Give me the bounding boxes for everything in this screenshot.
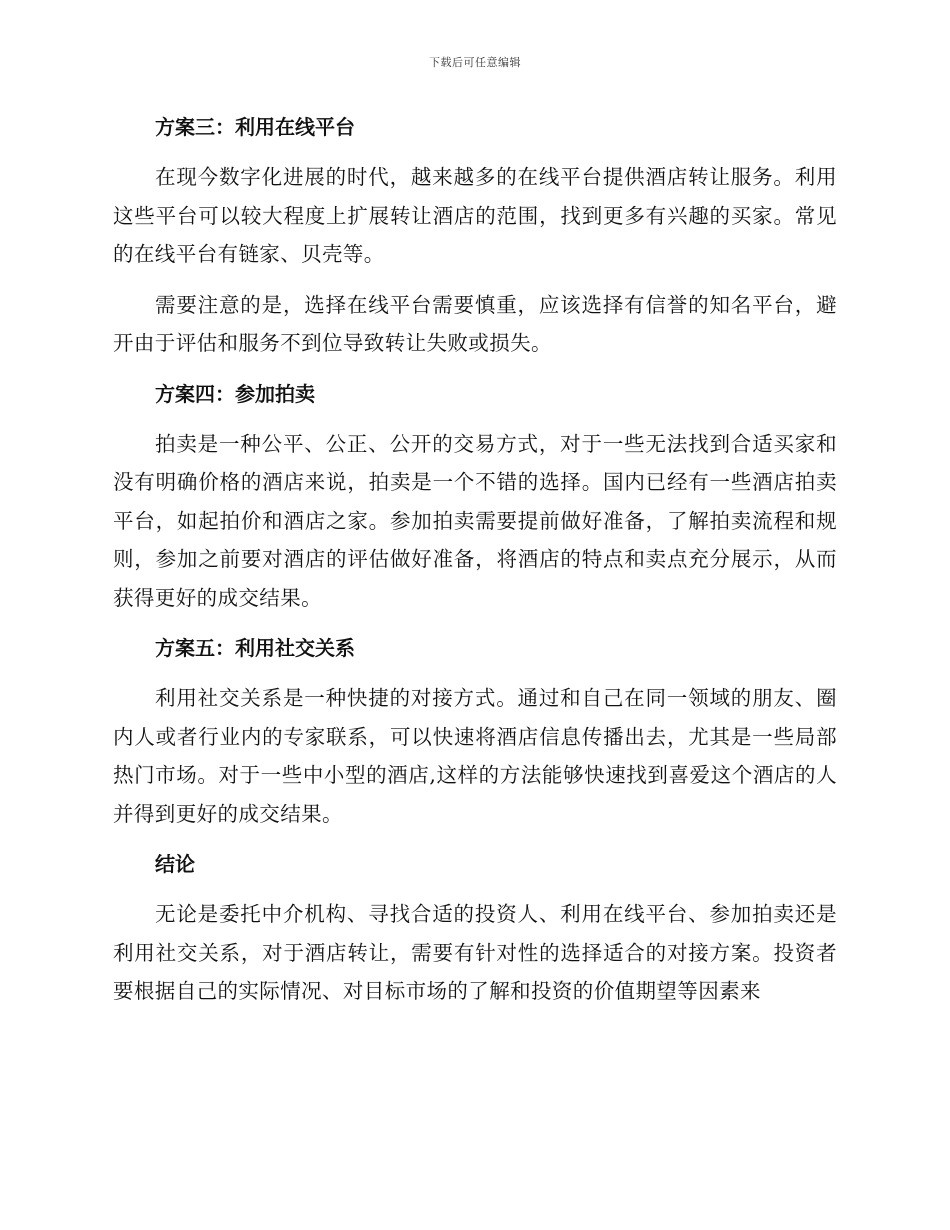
section-heading: 方案三：利用在线平台 <box>155 115 355 139</box>
paragraph: 拍卖是一种公平、公正、公开的交易方式，对于一些无法找到合适买家和没有明确价格的酒店来说，拍卖是一个不错的选择。国内已经有一些酒店拍卖平台，如起拍价和酒店之家。参加拍卖需要提前做好准备，了解拍卖流程和规则，参加之前要对酒店的评估做好准备，将酒店的特点和卖点充分展示，从而获得更好的成交结果。 <box>113 431 837 610</box>
paragraph: 利用社交关系是一种快捷的对接方式。通过和自己在同一领域的朋友、圈内人或者行业内的专家联系，可以快速将酒店信息传播出去，尤其是一些局部热门市场。对于一些中小型的酒店,这样的方法能够快速找到喜爱这个酒店的人并得到更好的成交结果。 <box>113 686 837 826</box>
page-header: 下载后可任意编辑 <box>429 56 521 69</box>
section-conclusion <box>113 845 837 1011</box>
document-body <box>113 108 837 1023</box>
section-heading: 方案五：利用社交关系 <box>155 636 355 660</box>
paragraph: 无论是委托中介机构、寻找合适的投资人、利用在线平台、参加拍卖还是利用社交关系，对于酒店转让，需要有针对性的选择适合的对接方案。投资者要根据自己的实际情况、对目标市场的了解和投资的价值期望等因素来 <box>113 902 837 1003</box>
section-plan-three <box>113 108 837 363</box>
section-heading: 结论 <box>155 852 195 876</box>
section-plan-four <box>113 375 837 618</box>
paragraph: 需要注意的是，选择在线平台需要慎重，应该选择有信誉的知名平台，避开由于评估和服务不到位导致转让失败或损失。 <box>113 292 837 355</box>
paragraph: 在现今数字化进展的时代，越来越多的在线平台提供酒店转让服务。利用这些平台可以较大程度上扩展转让酒店的范围，找到更多有兴趣的买家。常见的在线平台有链家、贝壳等。 <box>113 165 837 266</box>
section-heading: 方案四：参加拍卖 <box>155 381 315 406</box>
section-plan-five <box>113 629 837 833</box>
